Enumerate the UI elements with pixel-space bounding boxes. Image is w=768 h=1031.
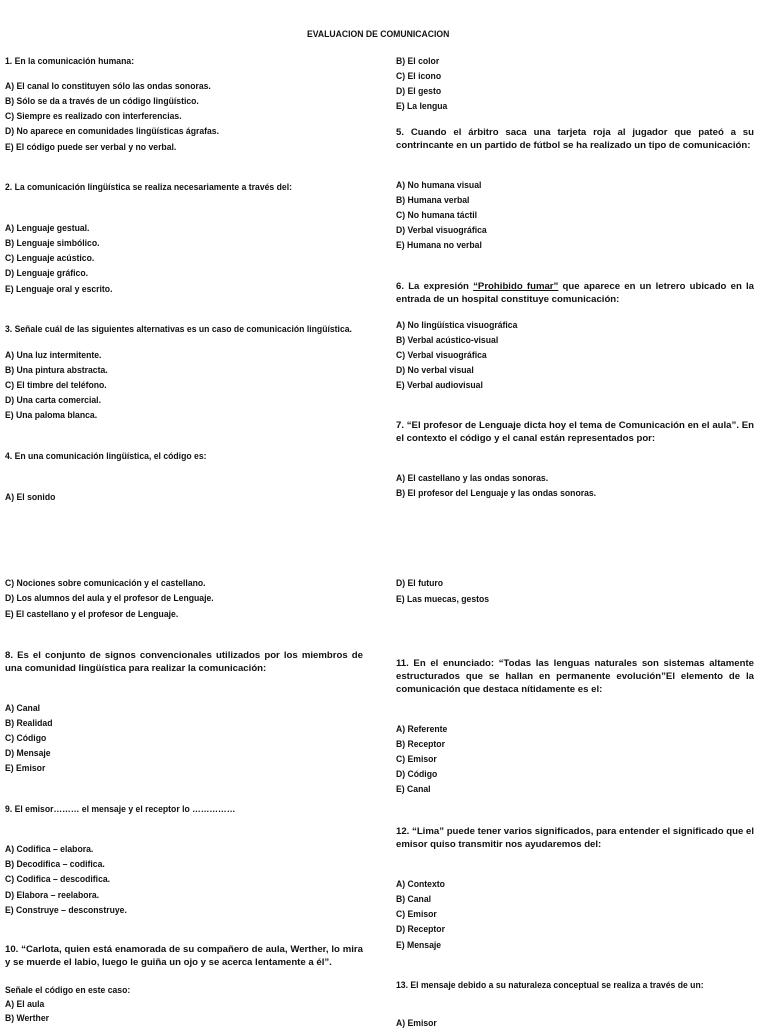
q13-option-a: A) Emisor [396,1018,437,1029]
q6-option-b: B) Verbal acústico-visual [396,335,499,346]
page-title: EVALUACION DE COMUNICACION [307,29,450,40]
q6-stem-quote: “Prohibido fumar” [473,281,559,292]
q5-option-b: B) Humana verbal [396,195,470,206]
q10-option-e: E) Las muecas, gestos [396,594,490,605]
q8-option-d: D) Mensaje [5,748,51,759]
q5-option-a: A) No humana visual [396,180,482,191]
q7-option-d: D) Los alumnos del aula y el profesor de Lenguaje. [5,593,214,604]
q12-option-c: C) Emisor [396,909,437,920]
q9-option-b: B) Decodifica – codifica. [5,859,105,870]
q1-option-e: E) El código puede ser verbal y no verbal. [5,142,177,153]
q7-option-c: C) Nociones sobre comunicación y el castellano. [5,578,206,589]
q7-stem: 7. “El profesor de Lenguaje dicta hoy el tema de Comunicación en el aula”. En el contexto el código y el canal están representados por: [396,420,754,444]
q1-option-a: A) El canal lo constituyen sólo las ondas sonoras. [5,81,211,92]
q4-option-d: D) El gesto [396,86,442,97]
q2-option-e: E) Lenguaje oral y escrito. [5,284,113,295]
q10-option-d: D) El futuro [396,578,444,589]
q5-option-e: E) Humana no verbal [396,240,482,251]
q5-option-d: D) Verbal visuográfica [396,225,487,236]
q5-option-c: C) No humana táctil [396,210,478,221]
q4-stem: 4. En una comunicación lingüística, el código es: [5,451,207,462]
q4-option-e: E) La lengua [396,101,448,112]
q3-option-d: D) Una carta comercial. [5,395,101,406]
q1-option-b: B) Sólo se da a través de un código lingüístico. [5,96,199,107]
q6-option-a: A) No lingüística visuográfica [396,320,518,331]
q11-option-c: C) Emisor [396,754,437,765]
q3-option-c: C) El timbre del teléfono. [5,380,107,391]
q3-option-b: B) Una pintura abstracta. [5,365,108,376]
q2-option-c: C) Lenguaje acústico. [5,253,95,264]
q11-option-b: B) Receptor [396,739,445,750]
q9-option-e: E) Construye – desconstruye. [5,905,127,916]
q6-option-e: E) Verbal audiovisual [396,380,483,391]
q13-stem: 13. El mensaje debido a su naturaleza conceptual se realiza a través de un: [396,980,704,991]
q12-option-e: E) Mensaje [396,940,442,951]
q9-option-c: C) Codifica – descodifica. [5,874,111,885]
q2-option-b: B) Lenguaje simbólico. [5,238,100,249]
q4-option-a: A) El sonido [5,492,56,503]
q9-option-d: D) Elabora – reelabora. [5,890,100,901]
q3-option-e: E) Una paloma blanca. [5,410,98,421]
q6-stem-pre: 6. La expresión [396,281,474,292]
q6-stem [396,280,754,306]
q12-option-b: B) Canal [396,894,432,905]
q1-stem: 1. En la comunicación humana: [5,56,135,67]
q10-instruction: Señale el código en este caso: [5,985,131,996]
q7-option-b: B) El profesor del Lenguaje y las ondas sonoras. [396,488,597,499]
q9-stem: 9. El emisor……… el mensaje y el receptor lo …………… [5,804,236,815]
q2-option-a: A) Lenguaje gestual. [5,223,90,234]
q1-option-d: D) No aparece en comunidades lingüísticas ágrafas. [5,126,220,137]
q11-option-a: A) Referente [396,724,448,735]
q7-option-a: A) El castellano y las ondas sonoras. [396,473,549,484]
q12-option-a: A) Contexto [396,879,445,890]
q12-option-d: D) Receptor [396,924,445,935]
q3-stem: 3. Señale cuál de las siguientes alternativas es un caso de comunicación lingüística. [5,324,352,335]
q10-stem: 10. “Carlota, quien está enamorada de su compañero de aula, Werther, lo mira y se muerde el labio, luego le guiña un ojo y se acerca lentamente a él”. [5,944,363,968]
q4-option-b: B) El color [396,56,440,67]
q5-stem: 5. Cuando el árbitro saca una tarjeta roja al jugador que pateó a su contrincante en un partido de fútbol se ha realizado un tipo de comunicación: [396,127,754,151]
q8-stem: 8. Es el conjunto de signos convencionales utilizados por los miembros de una comunidad lingüística para realizar la comunicación: [5,650,363,674]
q8-option-a: A) Canal [5,703,41,714]
q12-stem: 12. “Lima” puede tener varios significados, para entender el significado que el emisor quiso transmitir nos ayudaremos del: [396,826,754,850]
q10-option-b: B) Werther [5,1013,49,1024]
q10-option-a: A) El aula [5,999,45,1010]
q8-option-e: E) Emisor [5,763,46,774]
q6-option-d: D) No verbal visual [396,365,474,376]
q11-stem: 11. En el enunciado: “Todas las lenguas naturales son sistemas altamente estructurados que se hallan en permanente evolución”El elemento de la comunicación que destaca nítidamente es el: [396,658,754,695]
q3-option-a: A) Una luz intermitente. [5,350,102,361]
q4-option-c: C) El icono [396,71,442,82]
q6-stem-post: que aparece en un letrero ubicado en la entrada de un hospital constituye comunicación: [396,281,755,305]
q9-option-a: A) Codifica – elabora. [5,844,94,855]
q7-option-e: E) El castellano y el profesor de Lenguaje. [5,609,179,620]
q2-option-d: D) Lenguaje gráfico. [5,268,88,279]
q6-option-c: C) Verbal visuográfica [396,350,487,361]
q2-stem: 2. La comunicación lingüística se realiza necesariamente a través del: [5,182,292,193]
q8-option-c: C) Código [5,733,47,744]
q1-option-c: C) Siempre es realizado con interferencias. [5,111,182,122]
q8-option-b: B) Realidad [5,718,53,729]
q11-option-d: D) Código [396,769,438,780]
q11-option-e: E) Canal [396,784,431,795]
